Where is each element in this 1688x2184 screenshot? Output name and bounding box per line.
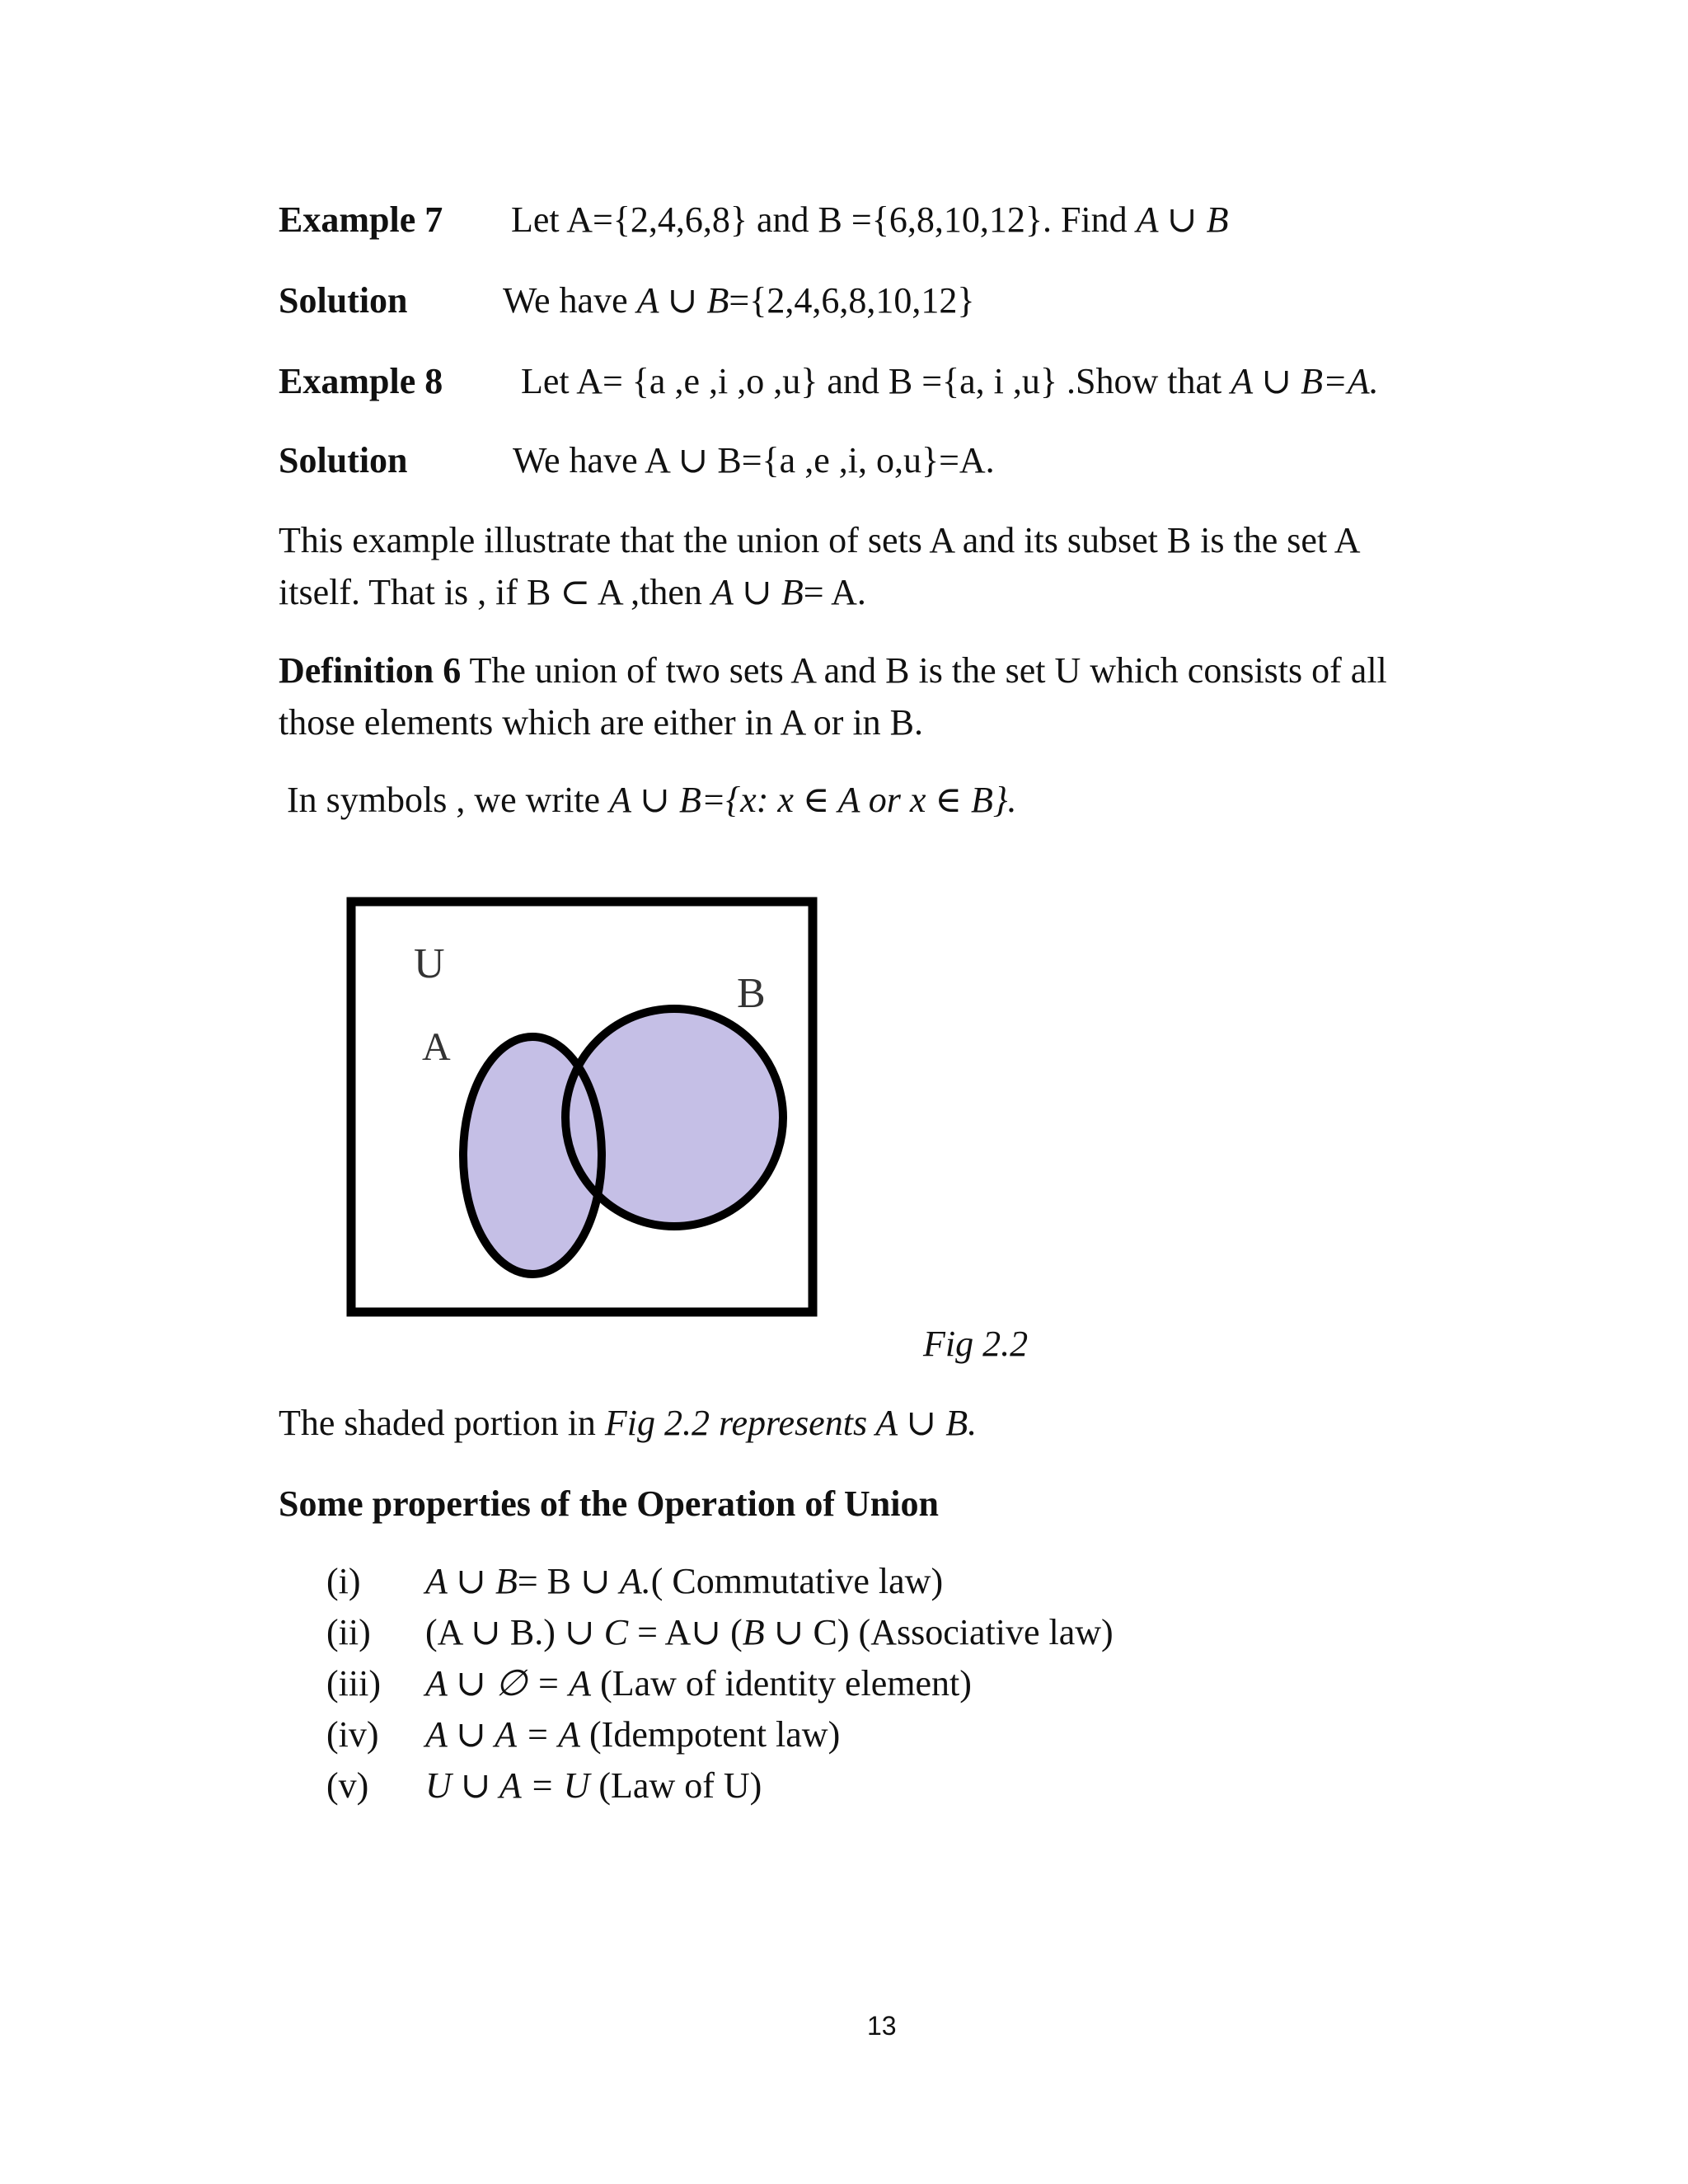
solution-7-label: Solution — [279, 280, 408, 321]
example-7-math: A ∪ B — [1136, 199, 1229, 240]
definition-6-paragraph: Definition 6 The union of two sets A and B is the set U which consists of all those elements which are either in A or in B. — [279, 650, 1387, 743]
set-a-label: A — [422, 1025, 451, 1069]
definition-6-label: Definition 6 — [279, 650, 462, 691]
property-commutative: A ∪ B= B ∪ A.( Commutative law) — [425, 1561, 944, 1601]
property-number: (iv) — [326, 1714, 379, 1755]
solution-7-text: We have A ∪ B={2,4,6,8,10,12} — [503, 280, 975, 321]
properties-heading: Some properties of the Operation of Union — [279, 1483, 939, 1524]
property-identity: A ∪ ∅ = A (Law of identity element) — [425, 1663, 972, 1704]
shaded-portion-text: The shaded portion in Fig 2.2 represents A ∪ B. — [279, 1403, 978, 1443]
venn-diagram — [346, 895, 824, 1324]
set-b-label: B — [737, 970, 766, 1017]
page-number: 13 — [867, 2011, 897, 2041]
universal-set-label: U — [414, 940, 445, 987]
solution-8-text: We have A ∪ B={a ,e ,i, o,u}=A. — [513, 440, 995, 480]
symbols-line: In symbols , we write A ∪ B={x: x ∈ A or x ∈ B}. — [287, 780, 1017, 820]
example-8-label: Example 8 — [279, 361, 443, 401]
property-associative: (A ∪ B.) ∪ C = A∪ (B ∪ C) (Associative law) — [425, 1612, 1114, 1652]
property-idempotent: A ∪ A = A (Idempotent law) — [425, 1714, 841, 1755]
property-number: (v) — [326, 1765, 369, 1806]
property-number: (ii) — [326, 1612, 371, 1652]
union-set-builder: A ∪ B={x: x ∈ A or x ∈ B}. — [609, 780, 1017, 820]
property-number: (i) — [326, 1561, 361, 1601]
property-number: (iii) — [326, 1663, 381, 1704]
example-8-text: Let A= {a ,e ,i ,o ,u} and B ={a, i ,u} .Show that A ∪ B=A. — [521, 361, 1379, 401]
example-7-text: Let A={2,4,6,8} and B ={6,8,10,12}. Find A ∪ B — [511, 199, 1229, 240]
figure-caption: Fig 2.2 — [923, 1324, 1029, 1364]
solution-8-label: Solution — [279, 440, 408, 480]
illustration-paragraph: This example illustrate that the union of sets A and its subset B is the set A itself. That is , if B ⊂ A ,then A ∪ B= A. — [279, 520, 1361, 612]
property-law-of-u: U ∪ A = U (Law of U) — [425, 1765, 762, 1806]
example-7-label: Example 7 — [279, 199, 443, 240]
